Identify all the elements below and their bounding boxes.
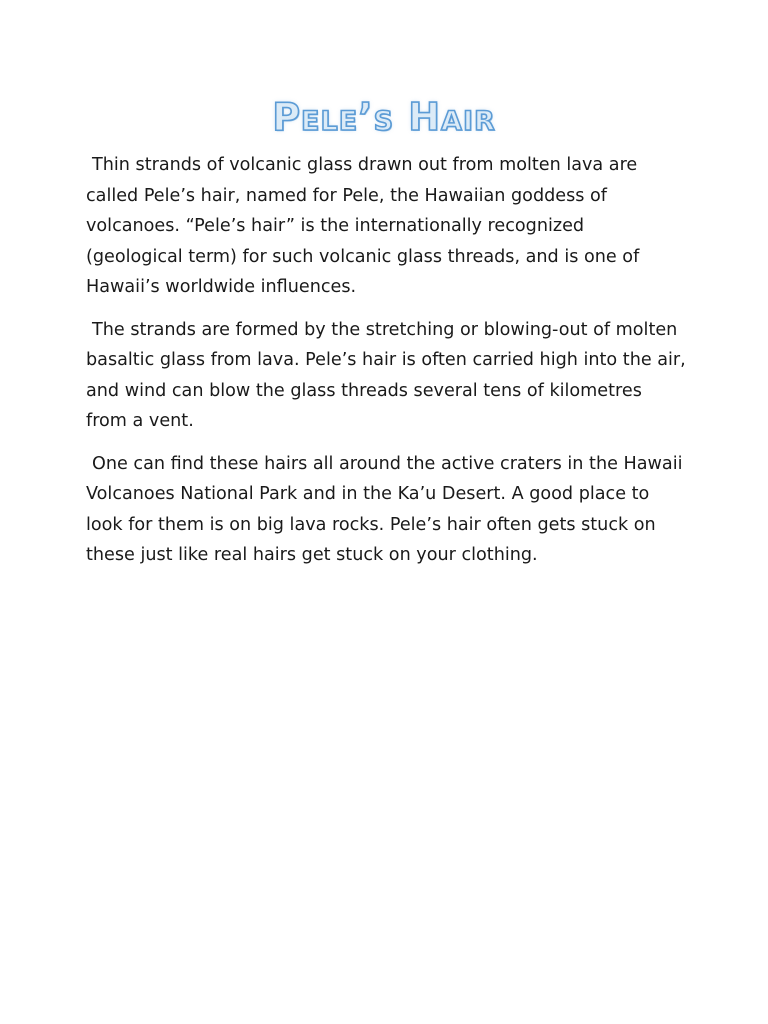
paragraph-3: One can find these hairs all around the active craters in the Hawaii Volcanoes National Park and in the Ka’u Desert. A good place to look for them is on big lava rocks. Pele’s hair often gets stuck on these just like real hairs get stuck on your clothing. <box>86 453 683 565</box>
paragraph-2: The strands are formed by the stretching or blowing-out of molten basaltic glass from lava. Pele’s hair is often carried high into the air, and wind can blow the glass threads several tens of kilometres from a vent. <box>86 319 686 431</box>
document-body <box>86 150 686 583</box>
paragraph-1: Thin strands of volcanic glass drawn out from molten lava are called Pele’s hair, named for Pele, the Hawaiian goddess of volcanoes. “Pele’s hair” is the internationally recognized (geological term) for such volcanic glass threads, and is one of Hawaii’s worldwide influences. <box>86 155 640 297</box>
document-title: Pele’s Hair <box>272 95 496 139</box>
